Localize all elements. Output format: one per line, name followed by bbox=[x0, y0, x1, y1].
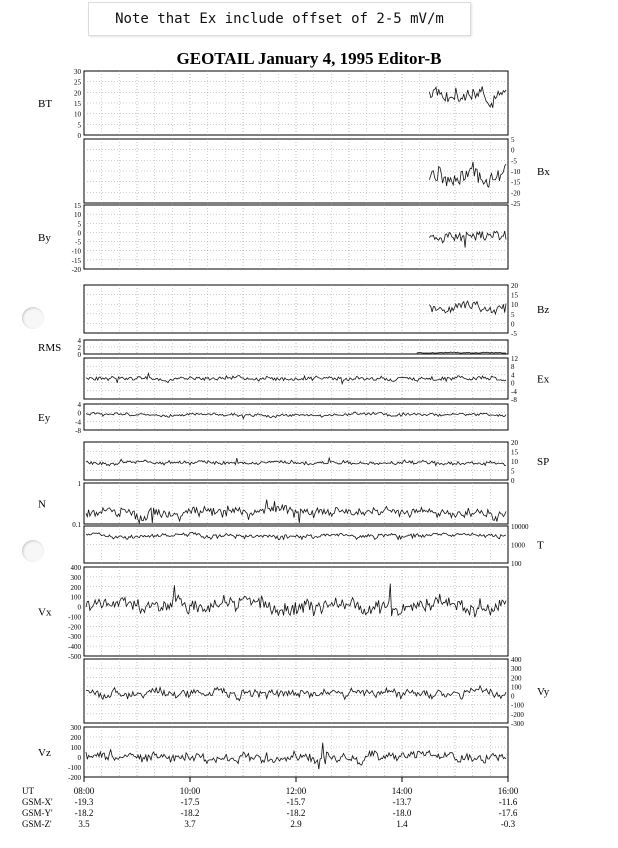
y-tick-label: -15 bbox=[71, 256, 81, 265]
y-tick-label: 5 bbox=[511, 467, 515, 476]
y-tick-label: -4 bbox=[511, 387, 517, 396]
y-tick-label: 1 bbox=[77, 480, 81, 488]
y-tick-label: -5 bbox=[511, 330, 517, 338]
y-tick-label: 5 bbox=[77, 121, 81, 130]
y-tick-label: -15 bbox=[511, 178, 521, 187]
panel-label-Vx: Vx bbox=[38, 606, 52, 619]
y-tick-label: -20 bbox=[71, 266, 81, 274]
series-line-Bz bbox=[429, 301, 506, 314]
y-tick-label: -5 bbox=[75, 238, 81, 247]
y-tick-label: 0 bbox=[511, 146, 515, 155]
y-tick-label: -300 bbox=[511, 720, 524, 728]
orbit-value: -18.2 bbox=[180, 808, 200, 818]
y-tick-label: 0 bbox=[511, 477, 515, 485]
y-tick-label: 0 bbox=[511, 379, 515, 388]
y-tick-label: 0 bbox=[77, 754, 81, 762]
y-tick-label: 10 bbox=[74, 211, 81, 220]
y-tick-label: -400 bbox=[68, 643, 81, 652]
x-tick-label: 10:00 bbox=[179, 786, 201, 796]
y-tick-label: 12 bbox=[511, 355, 518, 363]
y-tick-label: -200 bbox=[68, 774, 81, 782]
orbit-value: -0.3 bbox=[500, 819, 516, 829]
plot-title: GEOTAIL January 4, 1995 Editor-B bbox=[176, 49, 442, 68]
orbit-value: 1.4 bbox=[396, 819, 408, 829]
panel-label-SP: SP bbox=[537, 456, 550, 468]
y-tick-label: 0 bbox=[77, 351, 81, 359]
y-tick-label: 15 bbox=[74, 100, 81, 108]
panel-label-Vz: Vz bbox=[38, 747, 51, 759]
y-tick-label: 10 bbox=[74, 110, 81, 119]
orbit-label: GSM-X' bbox=[22, 797, 53, 807]
orbit-value: -13.7 bbox=[392, 797, 412, 807]
orbit-label: GSM-Z' bbox=[22, 819, 52, 829]
x-tick-label: 08:00 bbox=[73, 786, 95, 796]
panel-label-N: N bbox=[38, 498, 46, 511]
orbit-value: -19.3 bbox=[74, 797, 94, 807]
y-tick-label: -100 bbox=[68, 764, 81, 772]
y-tick-label: -100 bbox=[68, 613, 81, 622]
orbit-value: -15.7 bbox=[286, 797, 306, 807]
y-tick-label: 4 bbox=[77, 337, 81, 345]
y-tick-label: -200 bbox=[68, 623, 81, 632]
y-tick-label: 5 bbox=[77, 220, 81, 229]
y-tick-label: 100 bbox=[511, 560, 522, 568]
orbit-value: 3.7 bbox=[184, 819, 196, 829]
y-tick-label: 20 bbox=[511, 439, 518, 447]
panel-label-By: By bbox=[38, 232, 51, 244]
x-tick-label: 12:00 bbox=[285, 786, 307, 796]
y-tick-label: 8 bbox=[511, 363, 515, 372]
panel-label-Vy: Vy bbox=[537, 686, 550, 698]
y-tick-label: 5 bbox=[511, 136, 515, 144]
y-tick-label: 25 bbox=[74, 78, 81, 87]
y-tick-label: -4 bbox=[75, 418, 81, 427]
panel-label-Bz: Bz bbox=[537, 304, 550, 316]
orbit-value: -18.2 bbox=[74, 808, 94, 818]
y-tick-label: -10 bbox=[511, 168, 521, 176]
y-tick-label: -200 bbox=[511, 710, 524, 719]
y-tick-label: 0 bbox=[77, 603, 81, 612]
y-tick-label: 0 bbox=[511, 320, 515, 329]
series-line-By bbox=[429, 231, 506, 248]
orbit-value: 3.5 bbox=[78, 819, 90, 829]
series-line-RMS bbox=[417, 352, 506, 353]
orbit-value: -18.2 bbox=[286, 808, 306, 818]
y-tick-label: 300 bbox=[511, 665, 522, 674]
panel-label-T: T bbox=[537, 539, 544, 552]
orbit-value: 2.9 bbox=[290, 819, 302, 829]
y-tick-label: 200 bbox=[70, 583, 81, 592]
y-tick-label: 200 bbox=[511, 674, 522, 683]
orbit-value: -11.6 bbox=[498, 797, 518, 807]
y-tick-label: 30 bbox=[74, 68, 81, 76]
x-tick-label: 14:00 bbox=[391, 786, 413, 796]
y-tick-label: 15 bbox=[511, 448, 518, 457]
panel-label-Ex: Ex bbox=[537, 373, 550, 386]
y-tick-label: 100 bbox=[511, 683, 522, 692]
y-tick-label: 100 bbox=[70, 593, 81, 602]
y-tick-label: 300 bbox=[70, 724, 81, 732]
orbit-value: -18.0 bbox=[392, 808, 412, 818]
y-tick-label: 0.1 bbox=[72, 521, 81, 529]
y-tick-label: 4 bbox=[511, 371, 515, 380]
y-tick-label: -300 bbox=[68, 633, 81, 642]
y-tick-label: -10 bbox=[71, 247, 81, 256]
y-tick-label: 10 bbox=[511, 458, 518, 466]
panel-label-BT: BT bbox=[38, 98, 53, 110]
y-tick-label: -500 bbox=[68, 653, 81, 661]
y-tick-label: 4 bbox=[77, 401, 81, 409]
y-tick-label: 0 bbox=[77, 409, 81, 418]
x-tick-label: 16:00 bbox=[497, 786, 519, 796]
offset-note: Note that Ex include offset of 2-5 mV/m bbox=[115, 11, 444, 27]
y-tick-label: 15 bbox=[74, 202, 81, 210]
y-tick-label: 0 bbox=[77, 132, 81, 140]
y-tick-label: -8 bbox=[75, 427, 81, 435]
panel-label-Ey: Ey bbox=[38, 412, 51, 424]
series-line-BT bbox=[429, 86, 506, 107]
y-tick-label: 0 bbox=[511, 692, 515, 701]
orbit-value: -17.6 bbox=[498, 808, 518, 818]
y-tick-label: -100 bbox=[511, 701, 524, 710]
panel-label-Bx: Bx bbox=[537, 166, 550, 178]
y-tick-label: 200 bbox=[70, 734, 81, 742]
y-tick-label: -8 bbox=[511, 396, 517, 404]
y-tick-label: 15 bbox=[511, 291, 518, 300]
y-tick-label: 400 bbox=[511, 656, 522, 664]
y-tick-label: 400 bbox=[70, 564, 81, 572]
orbit-label: UT bbox=[22, 786, 34, 796]
series-line-Vz bbox=[86, 743, 506, 770]
orbit-label: GSM-Y' bbox=[22, 808, 53, 818]
y-tick-label: 2 bbox=[77, 344, 81, 352]
y-tick-label: -5 bbox=[511, 157, 517, 166]
y-tick-label: 10 bbox=[511, 301, 518, 310]
y-tick-label: 100 bbox=[70, 744, 81, 752]
y-tick-label: -20 bbox=[511, 189, 521, 198]
y-tick-label: 1000 bbox=[511, 541, 525, 550]
y-tick-label: 20 bbox=[511, 282, 518, 290]
panel-label-RMS: RMS bbox=[38, 342, 62, 354]
series-line-SP bbox=[86, 458, 506, 466]
series-line-Bx bbox=[429, 162, 506, 187]
y-tick-label: -25 bbox=[511, 200, 521, 208]
y-tick-label: 10000 bbox=[511, 523, 529, 531]
y-tick-label: 300 bbox=[70, 573, 81, 582]
y-tick-label: 5 bbox=[511, 310, 515, 319]
orbit-value: -17.5 bbox=[180, 797, 200, 807]
y-tick-label: 20 bbox=[74, 89, 81, 98]
y-tick-label: 0 bbox=[77, 229, 81, 238]
